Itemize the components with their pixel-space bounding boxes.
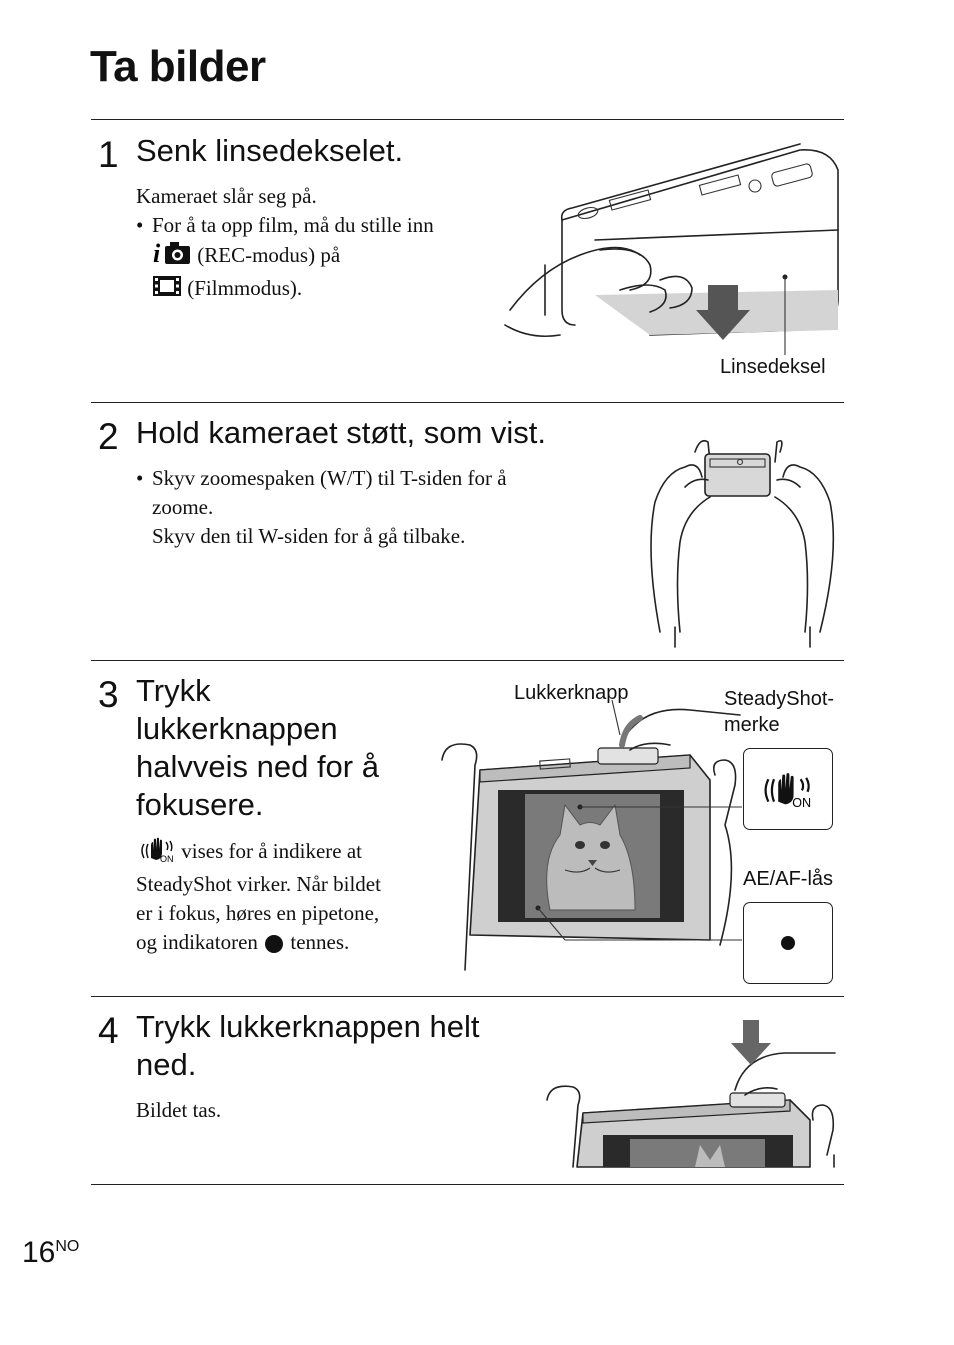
full-press-illustration <box>545 1015 840 1167</box>
ae-af-lock-box <box>743 902 833 984</box>
step-3-heading-line2: lukkerknappen <box>136 711 338 746</box>
step-2-bullet-line2: zoome. <box>152 495 214 519</box>
steadyshot-mark-box <box>743 748 833 830</box>
steadyshot-callout-line1: SteadyShot- <box>724 688 835 710</box>
step-2-bullet <box>136 464 586 551</box>
page-title: Ta bilder <box>90 42 266 91</box>
step-3-text-line1: vises for å indikere at <box>181 838 363 863</box>
section-divider <box>91 996 844 997</box>
step-4-number: 4 <box>98 1010 119 1051</box>
indicator-dot-icon <box>265 935 283 953</box>
page-number-suffix: NO <box>55 1238 80 1255</box>
steadyshot-on-label: ON <box>160 854 174 864</box>
intelligent-auto-camera-icon <box>152 240 192 274</box>
step-3-heading-line3: halvveis ned for å <box>136 749 379 784</box>
step-1-bullet-line2: (REC-modus) på <box>197 242 341 267</box>
page-number-value: 16 <box>22 1236 56 1269</box>
step-3-number: 3 <box>98 674 119 715</box>
step-2-body <box>136 464 586 551</box>
step-2-number: 2 <box>98 416 119 457</box>
step-3-text-line4a: og indikatoren <box>136 930 258 954</box>
step-3-heading <box>136 672 426 824</box>
step-1-bullet-line3: (Filmmodus). <box>187 276 303 300</box>
ae-af-indicator-icon <box>781 936 795 950</box>
step-1-bullet <box>136 211 496 306</box>
steadyshot-callout-line2: merke <box>724 714 780 736</box>
step-3-heading-line4: fokusere. <box>136 787 264 822</box>
section-divider <box>91 402 844 403</box>
step-2-bullet-line1: Skyv zoomespaken (W/T) til T-siden for å <box>152 466 507 490</box>
steadyshot-icon <box>136 836 176 870</box>
ae-af-lock-callout: AE/AF-lås <box>743 868 834 890</box>
step-1-heading: Senk linsedekselet. <box>136 133 404 168</box>
step-4-heading-line1: Trykk lukkerknappen helt <box>136 1009 480 1044</box>
lens-cover-callout: Linsedeksel <box>720 356 826 378</box>
holding-camera-illustration <box>640 432 845 652</box>
movie-mode-icon <box>152 274 182 306</box>
svg-text:i: i <box>153 239 161 268</box>
step-1-number: 1 <box>98 134 119 175</box>
step-3-body <box>136 836 436 957</box>
page-number <box>22 1236 79 1270</box>
step-3-text-line3: er i fokus, høres en pipetone, <box>136 901 380 925</box>
step-1-body <box>136 182 496 306</box>
step-4-text: Bildet tas. <box>136 1098 222 1122</box>
step-2-heading: Hold kameraet støtt, som vist. <box>136 415 546 450</box>
shutter-button-callout: Lukkerknapp <box>514 682 629 704</box>
steadyshot-large-on-label: ON <box>792 796 812 811</box>
steadyshot-large-icon <box>760 769 816 809</box>
step-2-bullet-line3: Skyv den til W-siden for å gå tilbake. <box>152 524 466 548</box>
lens-cover-illustration <box>500 140 845 350</box>
section-divider <box>91 660 844 661</box>
step-3-text-line2: SteadyShot virker. Når bildet <box>136 872 381 896</box>
step-4-heading <box>136 1008 536 1084</box>
step-4-heading-line2: ned. <box>136 1047 197 1082</box>
section-divider <box>91 119 844 120</box>
step-3-text-line4b: tennes. <box>290 930 350 954</box>
step-3-heading-line1: Trykk <box>136 673 211 708</box>
step-1-text: Kameraet slår seg på. <box>136 184 317 208</box>
section-divider <box>91 1184 844 1185</box>
step-1-bullet-line1: For å ta opp film, må du stille inn <box>152 213 434 237</box>
